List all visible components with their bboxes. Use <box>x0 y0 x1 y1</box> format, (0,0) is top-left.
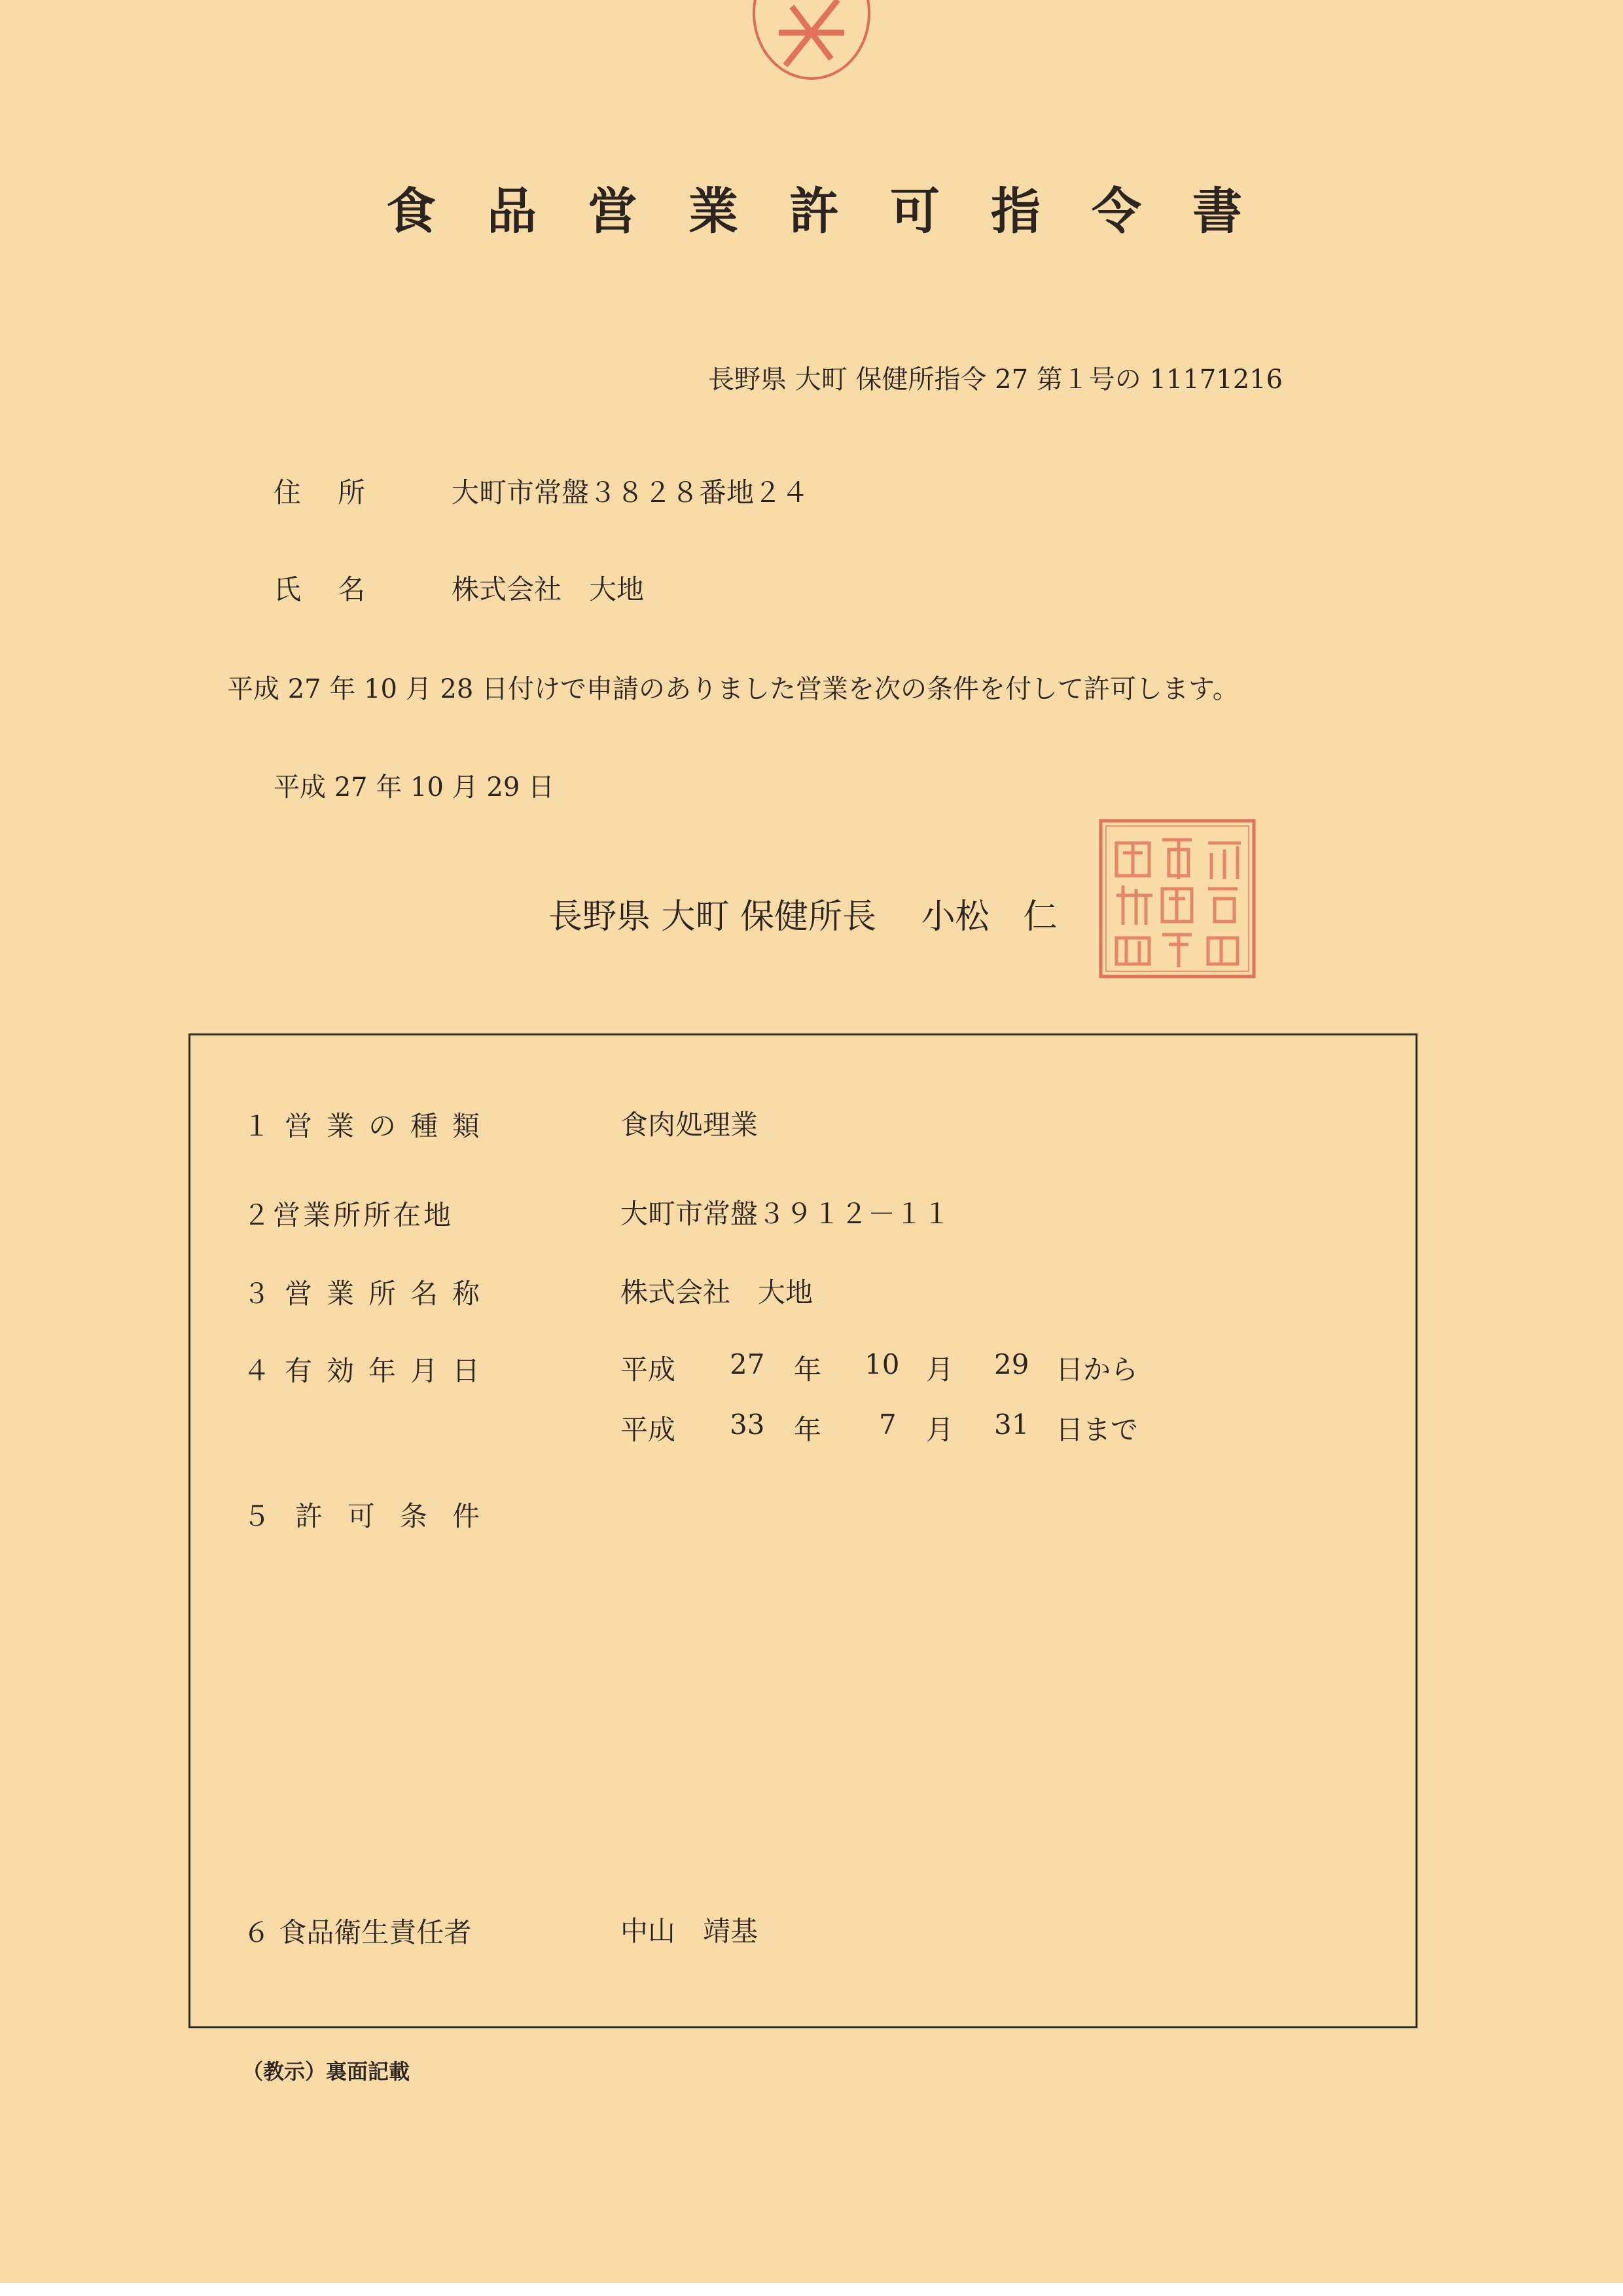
valid-from-era: 平成 <box>620 1354 676 1386</box>
valid-to-year-unit: 年 <box>794 1414 822 1446</box>
valid-from-month: 10 <box>865 1348 900 1380</box>
valid-to-month: 7 <box>879 1408 897 1441</box>
valid-from-suffix: 日から <box>1056 1354 1139 1386</box>
permit-conditions-label: ５許可条件 <box>243 1500 505 1532</box>
permit-number: 長野県 大町 保健所指令 27 第１号の 11171216 <box>708 365 1283 395</box>
issue-date: 平成 27 年 10 月 29 日 <box>274 772 554 802</box>
name-label: 氏名 <box>274 573 402 605</box>
address-label: 住所 <box>274 476 402 509</box>
official-seal <box>1097 817 1258 980</box>
issuer-name: 長野県 大町 保健所長 小松 仁 <box>548 897 1058 937</box>
valid-from-year-unit: 年 <box>794 1354 822 1386</box>
office-name-value: 株式会社 大地 <box>620 1276 813 1308</box>
business-location-label: ２営業所所在地 <box>243 1199 454 1231</box>
name-value: 株式会社 大地 <box>452 573 645 605</box>
office-name-label: ３営業所名称 <box>243 1278 495 1310</box>
valid-from-year: 27 <box>730 1348 765 1380</box>
hygiene-manager-value: 中山 靖基 <box>620 1915 758 1947</box>
valid-from-day: 29 <box>994 1348 1029 1380</box>
valid-to-day: 31 <box>994 1408 1029 1441</box>
document-title: 食品営業許可指令書 <box>386 182 1293 240</box>
business-type-label: １営業の種類 <box>243 1110 495 1142</box>
valid-to-month-unit: 月 <box>926 1414 954 1446</box>
valid-to-suffix: 日まで <box>1056 1414 1139 1446</box>
instruction-note: （教示）裏面記載 <box>242 2059 410 2084</box>
application-statement: 平成 27 年 10 月 28 日付けで申請のありました営業を次の条件を付して許可します。 <box>227 674 1239 704</box>
validity-label: ４有効年月日 <box>243 1355 495 1387</box>
hygiene-manager-label: ６ 食品衛生責任者 <box>243 1916 472 1948</box>
address-value: 大町市常盤３８２８番地２４ <box>452 476 810 509</box>
received-stamp <box>746 0 877 85</box>
permit-conditions-box <box>188 1033 1418 2028</box>
valid-to-era: 平成 <box>620 1414 676 1446</box>
business-type-value: 食肉処理業 <box>620 1109 758 1141</box>
scan-edge <box>0 2283 1623 2296</box>
valid-to-year: 33 <box>730 1408 765 1441</box>
business-location-value: 大町市常盤３９１２－１１ <box>620 1198 951 1230</box>
valid-from-month-unit: 月 <box>926 1354 954 1386</box>
